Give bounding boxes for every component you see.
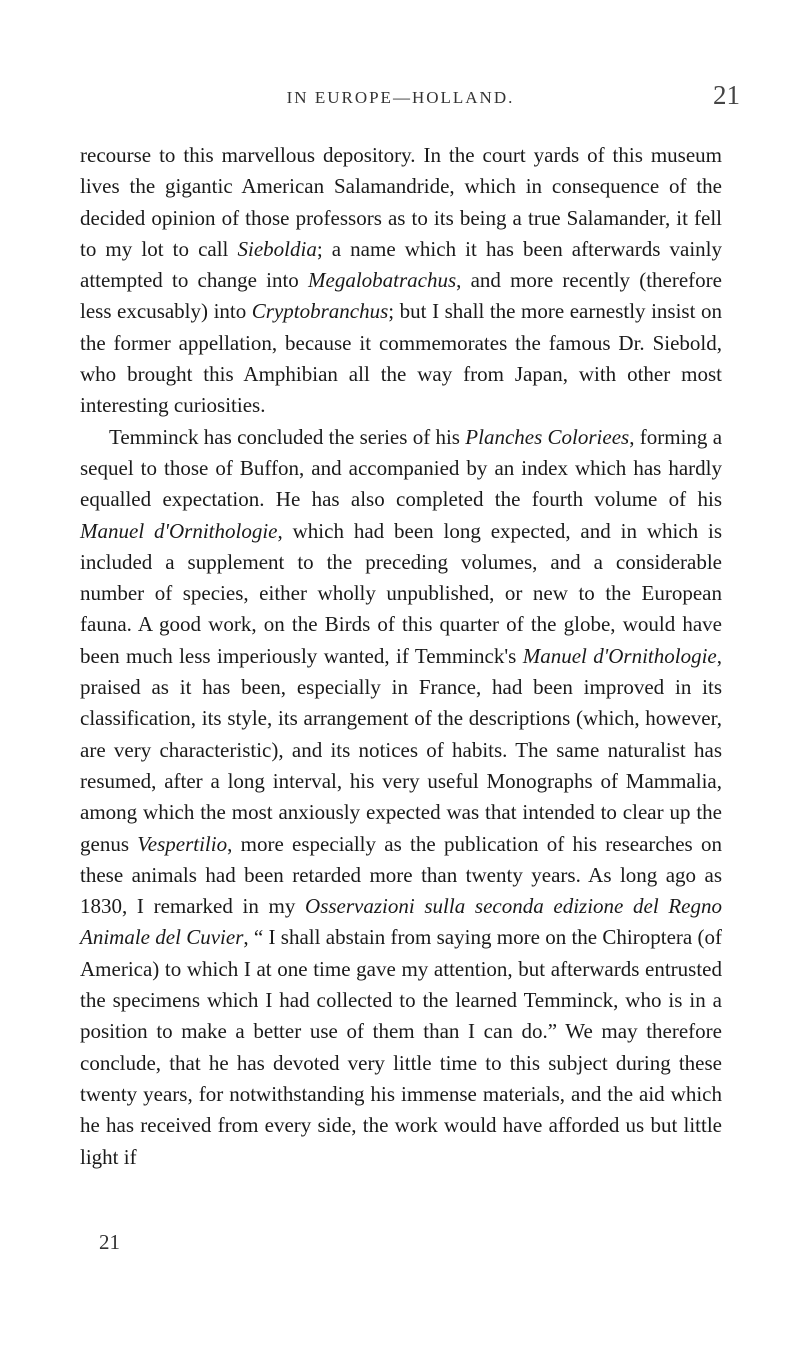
text-run: recourse to this marvellous depository. In the court yards of this museum lives the gigantic American Salamandride, which in consequence of the decided opinion of those professors as to its being a true Salamander, it fell to my lot to call <box>80 143 722 261</box>
paragraph-2 <box>80 422 722 1173</box>
italic-text: Vespertilio <box>137 831 228 856</box>
body-text <box>80 140 722 1173</box>
text-run: Temminck has concluded the series of his <box>109 424 466 449</box>
italic-text: Megalobatrachus <box>308 268 457 293</box>
italic-text: Planches Coloriees <box>465 424 630 449</box>
paragraph-1 <box>80 140 722 422</box>
text-run: , which had been long expected, and in which is included a supplement to the preceding volumes, and a considerable number of species, either wholly unpublished, or new to the European fauna. A good work, on the Birds of this quarter of the globe, would have been much less imperiously wanted, if Temminck's <box>80 518 723 668</box>
text-run: , “ I shall abstain from saying more on the Chiroptera (of America) to which I at one time gave my attention, but afterwards entrusted the specimens which I had collected to the learned Temminck, who is in a position to make a better use of them than I can do.” We may therefore conclude, that he has devoted very little time to this subject during these twenty years, for notwithstanding his immense materials, and the aid which he has received from every side, the work would have afforded us but little light if <box>80 925 722 1169</box>
text-run: ; but I shall the more earnestly insist on the former appellation, because it commemorates the famous Dr. Siebold, who brought this Amphibian all the way from Japan, with other most interesting curiosities. <box>80 299 722 418</box>
italic-text: Manuel d'Ornithologie <box>80 518 278 543</box>
italic-text: Sieboldia <box>237 236 317 261</box>
italic-text: Osservazioni sulla seconda edizione del Regno Animale del Cuvier <box>80 894 722 950</box>
text-run: , more especially as the publication of his researches on these animals had been retarded more than twenty years. As long ago as 1830, I remarked in my <box>80 831 723 919</box>
running-title: IN EUROPE—HOLLAND. <box>286 88 515 107</box>
text-run: ; a name which it has been afterwards vainly attempted to change into <box>80 236 722 293</box>
signature-mark: 21 <box>99 1230 120 1254</box>
text-run: , praised as it has been, especially in France, had been improved in its classification, its style, its arrangement of the descriptions (which, however, are very characteristic), and its notices of habits. The same naturalist has resumed, after a long interval, his very useful Monographs of Mammalia, among which the most anxiously expected was that intended to clear up the genus <box>80 643 722 856</box>
italic-text: Cryptobranchus <box>251 299 389 324</box>
italic-text: Manuel d'Ornithologie <box>522 643 717 668</box>
text-run: , forming a sequel to those of Buffon, and accompanied by an index which has hardly equalled expectation. He has also completed the fourth volume of his <box>80 424 723 512</box>
text-run: , and more recently (therefore less excusably) into <box>80 268 722 324</box>
page-number: 21 <box>713 80 740 110</box>
running-head <box>0 80 801 114</box>
